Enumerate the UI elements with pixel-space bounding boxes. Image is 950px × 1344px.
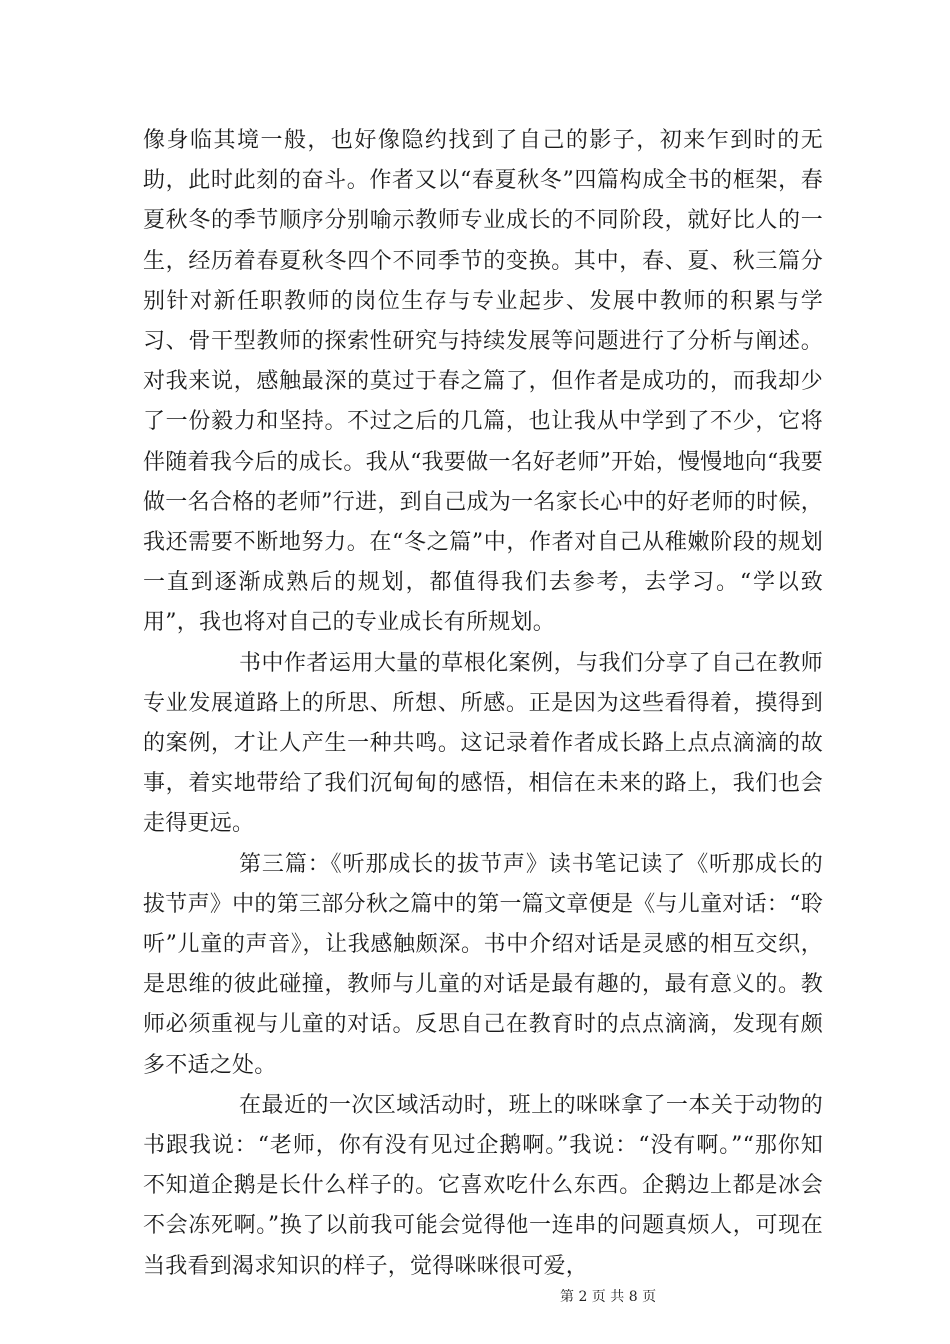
paragraph-anecdote: 在最近的一次区域活动时，班上的咪咪拿了一本关于动物的书跟我说：“老师，你有没有见过企鹅啊。”我说：“没有啊。”“那你知不知道企鹅是长什么样子的。它喜欢吃什么东西。企鹅边上都是冰会不会冻死啊。”换了以前我可能会觉得他一连串的问题真烦人，可现在当我看到渴求知识的样子，觉得咪咪很可爱，: [143, 1092, 823, 1279]
paragraph-continuation: 像身临其境一般，也好像隐约找到了自己的影子，初来乍到时的无助，此时此刻的奋斗。作者又以“春夏秋冬”四篇构成全书的框架，春夏秋冬的季节顺序分别喻示教师专业成长的不同阶段，就好比人的一生，经历着春夏秋冬四个不同季节的变换。其中，春、夏、秋三篇分别针对新任职教师的岗位生存与专业起步、发展中教师的积累与学习、骨干型教师的探索性研究与持续发展等问题进行了分析与阐述。对我来说，感触最深的莫过于春之篇了，但作者是成功的，而我却少了一份毅力和坚持。不过之后的几篇，也让我从中学到了不少，它将伴随着我今后的成长。我从“我要做一名好老师”开始，慢慢地向“我要做一名合格的老师”行进，到自己成为一名家长心中的好老师的时候，我还需要不断地努力。在“冬之篇”中，作者对自己从稚嫩阶段的规划一直到逐渐成熟后的规划，都值得我们去参考，去学习。“学以致用”，我也将对自己的专业成长有所规划。: [143, 128, 823, 636]
page-number-footer: 第 2 页 共 8 页: [560, 1289, 657, 1305]
body-text: [143, 121, 823, 1287]
paragraph-cases: 书中作者运用大量的草根化案例，与我们分享了自己在教师专业发展道路上的所思、所想、所感。正是因为这些看得着，摸得到的案例，才让人产生一种共鸣。这记录着作者成长路上点点滴滴的故事，着实地带给了我们沉甸甸的感悟，相信在未来的路上，我们也会走得更远。: [143, 650, 823, 837]
paragraph-part-three: 第三篇：《听那成长的拔节声》读书笔记读了《听那成长的拔节声》中的第三部分秋之篇中的第一篇文章便是《与儿童对话：“聆听”儿童的声音》，让我感触颇深。书中介绍对话是灵感的相互交织，是思维的彼此碰撞，教师与儿童的对话是最有趣的，最有意义的。教师必须重视与儿童的对话。反思自己在教育时的点点滴滴，发现有颇多不适之处。: [143, 851, 823, 1078]
